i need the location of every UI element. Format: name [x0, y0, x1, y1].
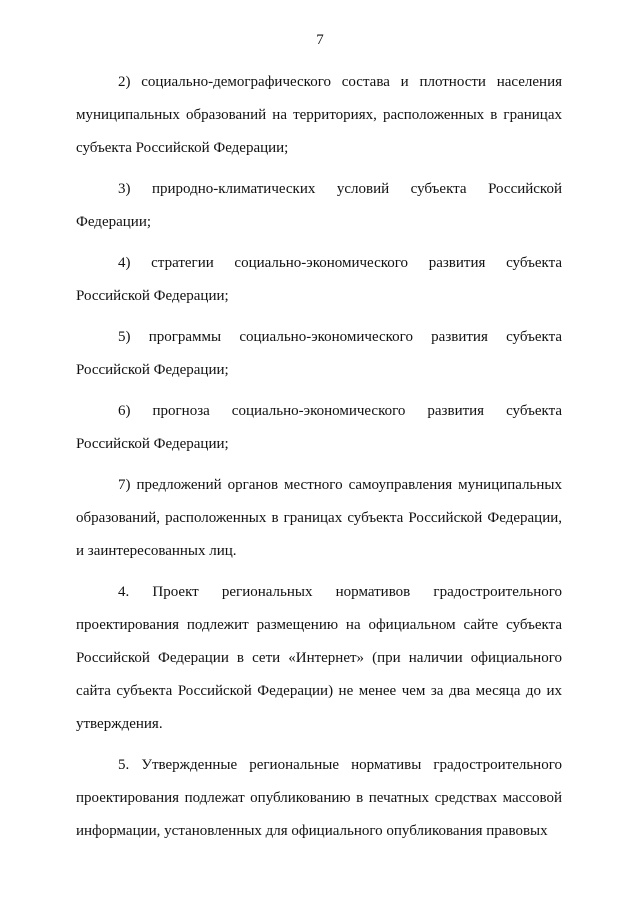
paragraph-item-2: 2) социально-демографического состава и плотности населения муниципальных образований на территориях, расположенных в границах субъекта Российской Федерации; [76, 74, 562, 156]
paragraph-item-7: 7) предложений органов местного самоуправления муниципальных образований, расположенных в границах субъекта Российской Федерации, и заинтересованных лиц. [76, 477, 562, 559]
paragraph-item-4: 4) стратегии социально-экономического развития субъекта Российской Федерации; [76, 255, 562, 304]
paragraph-item-3: 3) природно-климатических условий субъекта Российской Федерации; [76, 181, 562, 230]
paragraph-item-6: 6) прогноза социально-экономического развития субъекта Российской Федерации; [76, 403, 562, 452]
paragraph-section-4: 4. Проект региональных нормативов градостроительного проектирования подлежит размещению на официальном сайте субъекта Российской Федерации в сети «Интернет» (при наличии официального сайта субъекта Российской Федерации) не менее чем за два месяца до их утверждения. [76, 584, 562, 732]
page-number: 7 [316, 32, 324, 48]
document-body [76, 66, 562, 856]
paragraph-section-5: 5. Утвержденные региональные нормативы градостроительного проектирования подлежат опубликованию в печатных средствах массовой информации, установленных для официального опубликования правовых [76, 757, 562, 839]
paragraph-item-5: 5) программы социально-экономического развития субъекта Российской Федерации; [76, 329, 562, 378]
